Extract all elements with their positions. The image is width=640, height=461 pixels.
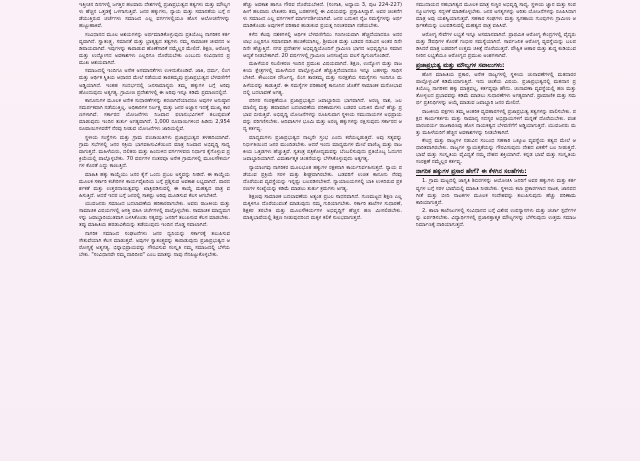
list-item: 1. ಗ್ರಾಮ ಮಟ್ಟದಲ್ಲಿ ಜಾಗೃತಿ ಶಿಬಿರಗಳನ್ನು ಆಯೋಜಿಸಿ ಜನರಿಗೆ ಅವರ ಹಕ್ಕುಗಳು ಮತ್ತು ಕರ್ತವ್ಯಗಳ ಬಗ್ಗೆ ಸರಳ ಭಾಷೆಯಲ್ಲಿ ಮಾಹಿತಿ ನೀಡಬೇಕು. ಸ್ಥಳೀಯ ಕಲಾ ಪ್ರಕಾರಗಳಾದ ನಾಟಕ, ಜಾನಪದ ಗೀತೆ ಮತ್ತು ಬೀದಿ ನಾಟಕಗಳ ಮೂಲಕ ಸಂದೇಶವನ್ನು ತಲುಪಿಸುವುದು ಹೆಚ್ಚು ಪರಿಣಾಮಕಾರಿಯಾಗುತ್ತದೆ. [416, 178, 576, 206]
paragraph: ಹೆಚ್ಚು ಅವಕಾಶ ಹಾಗೂ ಗೌರವ ದೊರೆಯಬೇಕಿದೆ. (ಸಂಗಾತಿ, ಅಧ್ಯಾಯ 3, ಪುಟ 224-227) ಹೀಗೆ ಹಲವಾರು ಲೇಖಕರು ತಮ್ಮ ಬರಹಗಳಲ್ಲಿ ಈ ವಿಷಯವನ್ನು ಪ್ರಸ್ತಾಪಿಸಿದ್ದಾರೆ. ಅವರ ಚಿಂತನೆಗಳು ಸಮಾಜದ ಎಲ್ಲ ವರ್ಗಗಳಿಗೆ ಮಾರ್ಗದರ್ಶಿಯಾಗಿವೆ. ಜನರ ಬದುಕಿನ ನೈಜ ಸಮಸ್ಯೆಗಳನ್ನು ಅರ್ಥಮಾಡಿಕೊಂಡು ಅವುಗಳಿಗೆ ಪರಿಹಾರ ಹುಡುಕುವ ಪ್ರಯತ್ನ ನಿರಂತರವಾಗಿ ನಡೆಯಬೇಕು. [243, 2, 402, 30]
paragraph: ಆರೋಗ್ಯ ಸೇವೆಗಳ ಲಭ್ಯತೆ ಇನ್ನೂ ಅಸಮಾನವಾಗಿದೆ. ಪ್ರಾಥಮಿಕ ಆರೋಗ್ಯ ಕೇಂದ್ರಗಳಲ್ಲಿ ವೈದ್ಯರು ಮತ್ತು ಔಷಧಿಗಳ ಕೊರತೆ ಗಂಭೀರ ಸಮಸ್ಯೆಯಾಗಿದೆ. ಸಾರ್ವಜನಿಕ ಆರೋಗ್ಯ ವ್ಯವಸ್ಥೆಯನ್ನು ಬಲಪಡಿಸಿದರೆ ಮಾತ್ರ ಬಡವರಿಗೆ ಉತ್ತಮ ಚಿಕಿತ್ಸೆ ದೊರೆಯುತ್ತದೆ. ಪೌಷ್ಟಿಕ ಆಹಾರ ಮತ್ತು ಶುದ್ಧ ಕುಡಿಯುವ ನೀರಿನ ಲಭ್ಯತೆಯೂ ಆರೋಗ್ಯದ ಪ್ರಮುಖ ಅಂಶಗಳಾಗಿವೆ. [416, 31, 576, 59]
section-heading [416, 62, 576, 70]
paragraph: ಮಾಹಿತಿ ಹಕ್ಕು ಕಾಯ್ದೆಯು ಜನರ ಕೈಗೆ ಒಂದು ಪ್ರಬಲ ಅಸ್ತ್ರವನ್ನು ನೀಡಿದೆ. ಈ ಕಾಯ್ದೆಯ ಮೂಲಕ ಸರ್ಕಾರಿ ಕಚೇರಿಗಳ ಕಾರ್ಯವೈಖರಿಯ ಬಗ್ಗೆ ಪ್ರಶ್ನಿಸುವ ಅವಕಾಶ ಲಭ್ಯವಾಗಿದೆ. ಪಾರದರ್ಶಕತೆ ಮತ್ತು ಉತ್ತರದಾಯಿತ್ವವನ್ನು ಖಾತ್ರಿಪಡಿಸುವಲ್ಲಿ ಈ ಕಾಯ್ದೆ ಮಹತ್ವದ ಪಾತ್ರ ವಹಿಸುತ್ತಿದೆ. ಆದರೆ ಇದರ ಬಗ್ಗೆ ಜನರಲ್ಲಿ ಸಾಕಷ್ಟು ಅರಿವು ಮೂಡಿಸುವ ಕೆಲಸ ಆಗಬೇಕಿದೆ. [79, 171, 230, 199]
section-heading-text: ಪ್ರಜಾಪ್ರಭುತ್ವ ಮತ್ತು ಮೌಲ್ಯಗಳ ಸವಾಲುಗಳು: [416, 61, 505, 69]
paragraph: ಮಹಿಳೆಯರ ಸಬಲೀಕರಣ ಇಂದಿನ ಪ್ರಮುಖ ವಿಷಯವಾಗಿದೆ. ಶಿಕ್ಷಣ, ಉದ್ಯೋಗ ಮತ್ತು ರಾಜಕೀಯ ಕ್ಷೇತ್ರಗಳಲ್ಲಿ ಮಹಿಳೆಯರ ಪಾಲ್ಗೊಳ್ಳುವಿಕೆ ಹೆಚ್ಚುತ್ತಿದೆಯಾದರೂ ಇನ್ನೂ ಬಹಳಷ್ಟು ಸಾಧಿಸಬೇಕಿದೆ. ಕೌಟುಂಬಿಕ ದೌರ್ಜನ್ಯ, ಲಿಂಗ ತಾರತಮ್ಯ ಮತ್ತು ಸುರಕ್ಷತೆಯ ಸಮಸ್ಯೆಗಳು ಇಂದಿಗೂ ಮಹಿಳೆಯರನ್ನು ಕಾಡುತ್ತಿವೆ. ಈ ಸಮಸ್ಯೆಗಳ ಪರಿಹಾರಕ್ಕೆ ಕಾನೂನಿನ ಜೊತೆಗೆ ಸಾಮಾಜಿಕ ಮನೋಭಾವದಲ್ಲಿ ಬದಲಾವಣೆ ಅಗತ್ಯ. [243, 61, 402, 96]
paragraph: ಸಮುದಾಯದ ಸಹಭಾಗಿತ್ವದ ಮೂಲಕ ಮಾತ್ರ ಸುಸ್ಥಿರ ಅಭಿವೃದ್ಧಿ ಸಾಧ್ಯ. ಸ್ಥಳೀಯ ಜ್ಞಾನ ಮತ್ತು ಸಂಪನ್ಮೂಲಗಳನ್ನು ಸದ್ಬಳಕೆ ಮಾಡಿಕೊಳ್ಳಬೇಕು. ಜನರ ಅಗತ್ಯಗಳನ್ನು ಅರಿತು ಯೋಜನೆಗಳನ್ನು ರೂಪಿಸಿದಾಗ ಮಾತ್ರ ಅವು ಯಶಸ್ವಿಯಾಗುತ್ತವೆ. ಸಹಕಾರ ಸಂಘಗಳು ಮತ್ತು ಸ್ವಸಹಾಯ ಗುಂಪುಗಳು ಗ್ರಾಮೀಣ ಆರ್ಥಿಕತೆಯನ್ನು ಬಲಪಡಿಸುವಲ್ಲಿ ಮಹತ್ವದ ಪಾತ್ರ ವಹಿಸಿವೆ. [416, 2, 576, 30]
section-heading [416, 168, 576, 176]
paragraph: ಕಾನೂನುಗಳ ಮೂಲಕ ಅನೇಕ ಸುಧಾರಣೆಗಳನ್ನು ತರಲಾಗಿದೆಯಾದರೂ ಅವುಗಳ ಅನುಷ್ಠಾನ ಸಮರ್ಪಕವಾಗಿ ನಡೆಯುತ್ತಿಲ್ಲ. ಅಧಿಕಾರಿಗಳ ನಿರ್ಲಕ್ಷ್ಯ ಮತ್ತು ಜನರ ಅಜ್ಞಾನ ಇದಕ್ಕೆ ಮುಖ್ಯ ಕಾರಣಗಳಾಗಿವೆ. ಸರ್ಕಾರದ ಯೋಜನೆಗಳು ನಿಜವಾದ ಫಲಾನುಭವಿಗಳಿಗೆ ತಲುಪುವಂತೆ ಮಾಡುವುದು ಇಂದಿನ ತುರ್ತು ಅಗತ್ಯವಾಗಿದೆ. 1,000 ರೂಪಾಯಿಗಳಿಂದ ಹಿಡಿದು 2,954 ರೂಪಾಯಿಗಳವರೆಗೆ ನೆರವು ನೀಡುವ ಯೋಜನೆಗಳು ಜಾರಿಯಲ್ಲಿವೆ. [79, 98, 230, 133]
paragraph: ರಾಜಕೀಯ ಪಕ್ಷಗಳು ತಮ್ಮ ಆಂತರಿಕ ವ್ಯವಹಾರಗಳಲ್ಲಿ ಪ್ರಜಾಪ್ರಭುತ್ವ ತತ್ವಗಳನ್ನು ಪಾಲಿಸಬೇಕು. ಪಕ್ಷದ ಕಾರ್ಯಕರ್ತರು ಮತ್ತು ಸಾಮಾನ್ಯ ಸದಸ್ಯರ ಅಭಿಪ್ರಾಯಗಳಿಗೆ ಮನ್ನಣೆ ದೊರೆಯಬೇಕು. ವಂಶಪಾರಂಪರ್ಯ ರಾಜಕಾರಣವು ಹೊಸ ನಾಯಕತ್ವದ ಬೆಳವಣಿಗೆಗೆ ಅಡ್ಡಿಯಾಗುತ್ತದೆ. ಯುವಜನರು ಮತ್ತು ಮಹಿಳೆಯರಿಗೆ ಹೆಚ್ಚಿನ ಅವಕಾಶಗಳನ್ನು ನೀಡಬೇಕಾಗಿದೆ. [416, 108, 576, 136]
section-heading-text: ನಾಗರಿಕ ಹಕ್ಕುಗಳ ಪ್ರಸಾರ ಹೇಗೆ? ಈ ಕೆಳಗಿನ ಸಲಹೆಗಳು: [416, 168, 527, 176]
text-column-1 [79, 2, 230, 458]
paragraph: ಮಾಧ್ಯಮಗಳು ಪ್ರಜಾಪ್ರಭುತ್ವದ ನಾಲ್ಕನೇ ಸ್ತಂಭ ಎಂದು ಕರೆಯಲ್ಪಡುತ್ತವೆ. ಅವು ಸತ್ಯವನ್ನು ನಿರ್ಭೀತಿಯಿಂದ ಜನರ ಮುಂದಿಡಬೇಕು. ಆದರೆ ಇಂದು ಮಾಧ್ಯಮಗಳ ಮೇಲೆ ವಾಣಿಜ್ಯ ಮತ್ತು ರಾಜಕೀಯ ಒತ್ತಡಗಳು ಹೆಚ್ಚುತ್ತಿವೆ. ಸ್ವತಂತ್ರ ಪತ್ರಿಕೋದ್ಯಮವನ್ನು ಬೆಂಬಲಿಸುವುದು ಪ್ರತಿಯೊಬ್ಬ ಓದುಗನ ಜವಾಬ್ದಾರಿಯಾಗಿದೆ. ವಿಮರ್ಶಾತ್ಮಕ ಚಿಂತನೆಯನ್ನು ಬೆಳೆಸಿಕೊಳ್ಳುವುದು ಅತ್ಯಗತ್ಯ. [243, 134, 402, 162]
text-column-2 [243, 2, 402, 458]
paragraph: ಸಮಾಜದಲ್ಲಿ ಇಂದಿಗೂ ಅನೇಕ ಅಸಮಾನತೆಗಳು ಉಳಿದುಕೊಂಡಿವೆ. ಜಾತಿ, ಧರ್ಮ, ಲಿಂಗ ಮತ್ತು ಆರ್ಥಿಕ ಸ್ಥಿತಿಯ ಆಧಾರದ ಮೇಲೆ ನಡೆಯುವ ತಾರತಮ್ಯವು ಪ್ರಜಾಪ್ರಭುತ್ವದ ಬೆಳವಣಿಗೆಗೆ ಅಡ್ಡಿಯಾಗಿದೆ. ಇಂತಹ ಸಂದರ್ಭದಲ್ಲಿ ಜನಸಾಮಾನ್ಯರು ತಮ್ಮ ಹಕ್ಕುಗಳ ಬಗ್ಗೆ ಅರಿವು ಹೊಂದುವುದು ಅತ್ಯಗತ್ಯ. ಗ್ರಾಮೀಣ ಪ್ರದೇಶಗಳಲ್ಲಿ ಈ ಅರಿವು ಇನ್ನೂ ಕಡಿಮೆ ಪ್ರಮಾಣದಲ್ಲಿದೆ. [79, 68, 230, 96]
paragraph: ಕಳೆದ ಕೆಲವು ದಶಕಗಳಲ್ಲಿ ಆರ್ಥಿಕ ಬೆಳವಣಿಗೆಯು ಗಣನೀಯವಾಗಿ ಹೆಚ್ಚಿದೆಯಾದರೂ ಅದರ ಲಾಭ ಎಲ್ಲರಿಗೂ ಸಮಾನವಾಗಿ ಹಂಚಿಕೆಯಾಗಿಲ್ಲ. ಶ್ರೀಮಂತ ಮತ್ತು ಬಡವರ ನಡುವಿನ ಅಂತರ ದಿನೇ ದಿನೇ ಹೆಚ್ಚುತ್ತಿದೆ. ನಗರ ಪ್ರದೇಶಗಳ ಅಭಿವೃದ್ಧಿಯೊಂದಿಗೆ ಗ್ರಾಮೀಣ ಭಾಗದ ಅಭಿವೃದ್ಧಿಗೂ ಸಮಾನ ಆದ್ಯತೆ ನೀಡಬೇಕಾಗಿದೆ. 20 ವರ್ಷಗಳಲ್ಲಿ ಗ್ರಾಮೀಣ ಜನಸಂಖ್ಯೆಯ ವಲಸೆ ದ್ವಿಗುಣಗೊಂಡಿದೆ. [243, 31, 402, 59]
list-item: 2. ಶಾಲಾ ಕಾಲೇಜುಗಳಲ್ಲಿ ಸಂವಿಧಾನದ ಬಗ್ಗೆ ವಿಶೇಷ ಉಪನ್ಯಾಸಗಳು ಮತ್ತು ಚರ್ಚಾ ಸ್ಪರ್ಧೆಗಳನ್ನು ಏರ್ಪಡಿಸಬೇಕು. ವಿದ್ಯಾರ್ಥಿಗಳಲ್ಲಿ ಪ್ರಜಾಸತ್ತಾತ್ಮಕ ಮೌಲ್ಯಗಳನ್ನು ಬೆಳೆಸುವುದು ಉತ್ತಮ ಸಮಾಜ ನಿರ್ಮಾಣಕ್ಕೆ ದಾರಿಯಾಗುತ್ತದೆ. [416, 208, 576, 229]
text-column-3 [416, 2, 576, 458]
paragraph: ಶಿಕ್ಷಣವು ಸಾಮಾಜಿಕ ಬದಲಾವಣೆಯ ಅತ್ಯಂತ ಪ್ರಬಲ ಸಾಧನವಾಗಿದೆ. ಗುಣಮಟ್ಟದ ಶಿಕ್ಷಣ ಎಲ್ಲ ಮಕ್ಕಳಿಗೂ ದೊರೆಯುವಂತೆ ಮಾಡುವುದು ನಮ್ಮ ಗುರಿಯಾಗಬೇಕು. ಸರ್ಕಾರಿ ಶಾಲೆಗಳ ಸುಧಾರಣೆ, ಶಿಕ್ಷಕರ ತರಬೇತಿ ಮತ್ತು ಮೂಲಸೌಕರ್ಯಗಳ ಅಭಿವೃದ್ಧಿಗೆ ಹೆಚ್ಚಿನ ಹಣ ಮೀಸಲಿಡಬೇಕು. ಮಾತೃಭಾಷೆಯಲ್ಲಿ ಶಿಕ್ಷಣ ನೀಡುವುದರಿಂದ ಮಕ್ಕಳ ಕಲಿಕೆ ಸುಲಭವಾಗುತ್ತದೆ. [243, 194, 402, 222]
paragraph: ಯುವಜನರು ಸಮಾಜದ ಬದಲಾವಣೆಯ ಹರಿಕಾರರಾಗಬೇಕು. ಅವರು ರಾಜಕೀಯ ಮತ್ತು ಸಾಮಾಜಿಕ ವಿಷಯಗಳಲ್ಲಿ ಆಸಕ್ತಿ ವಹಿಸಿ ಚರ್ಚೆಗಳಲ್ಲಿ ಪಾಲ್ಗೊಳ್ಳಬೇಕು. ಸಾಮಾಜಿಕ ಮಾಧ್ಯಮಗಳನ್ನು ಜವಾಬ್ದಾರಿಯುತವಾಗಿ ಬಳಸಿಕೊಂಡು ಸತ್ಯವನ್ನು ಜನರಿಗೆ ತಲುಪಿಸುವ ಕೆಲಸ ಮಾಡಬೇಕು. ತಪ್ಪು ಮಾಹಿತಿಯ ಹರಡುವಿಕೆಯನ್ನು ತಡೆಯುವುದು ಇಂದಿನ ದೊಡ್ಡ ಸವಾಲಾಗಿದೆ. [79, 201, 230, 229]
paragraph: ನ್ಯಾಯಾಂಗವು ನಾಗರಿಕರ ಮೂಲಭೂತ ಹಕ್ಕುಗಳ ರಕ್ಷಕನಾಗಿ ಕಾರ್ಯನಿರ್ವಹಿಸುತ್ತದೆ. ನ್ಯಾಯ ಪಡೆಯುವ ಪ್ರಕ್ರಿಯೆ ಸರಳ ಮತ್ತು ಶೀಘ್ರವಾಗಿರಬೇಕು. ಬಡವರಿಗೆ ಉಚಿತ ಕಾನೂನು ನೆರವು ದೊರೆಯುವ ವ್ಯವಸ್ಥೆಯನ್ನು ಇನ್ನಷ್ಟು ಬಲಪಡಿಸಬೇಕಿದೆ. ನ್ಯಾಯಾಲಯಗಳಲ್ಲಿ ಬಾಕಿ ಉಳಿದಿರುವ ಪ್ರಕರಣಗಳ ಸಂಖ್ಯೆಯನ್ನು ಕಡಿಮೆ ಮಾಡಲು ತುರ್ತು ಕ್ರಮಗಳು ಅಗತ್ಯ. [243, 164, 402, 192]
paragraph: ಇತ್ತೀಚಿನ ದಿನಗಳಲ್ಲಿ ಜಗತ್ತಿನ ಹಲವಾರು ದೇಶಗಳಲ್ಲಿ ಪ್ರಜಾಪ್ರಭುತ್ವದ ತತ್ವಗಳು ಮತ್ತು ಮೌಲ್ಯಗಳು ಹೆಚ್ಚಿನ ಒತ್ತಡಕ್ಕೆ ಒಳಗಾಗುತ್ತಿವೆ. ಜನರ ಹಕ್ಕುಗಳು, ನ್ಯಾಯ ಮತ್ತು ಸಮಾನತೆಯ ಬಗ್ಗೆ ನಡೆಯುತ್ತಿರುವ ಚರ್ಚೆಗಳು ಸಮಾಜದ ಎಲ್ಲ ವರ್ಗಗಳಲ್ಲಿಯೂ ಹೊಸ ಆಲೋಚನೆಗಳನ್ನು ಹುಟ್ಟುಹಾಕಿವೆ. [79, 2, 230, 30]
paragraph: ಕೇಂದ್ರ ಮತ್ತು ರಾಜ್ಯಗಳ ನಡುವಿನ ಸಂಬಂಧ ಸಹಕಾರಿ ಒಕ್ಕೂಟ ವ್ಯವಸ್ಥೆಯ ತತ್ವದ ಮೇಲೆ ಆಧಾರಿತವಾಗಿರಬೇಕು. ರಾಜ್ಯಗಳ ಸ್ವಾಯತ್ತತೆಯನ್ನು ಗೌರವಿಸುವುದು ದೇಶದ ಏಕತೆಗೆ ಬಲ ನೀಡುತ್ತದೆ. ಭಾಷೆ ಮತ್ತು ಸಂಸ್ಕೃತಿಯ ವೈವಿಧ್ಯತೆ ನಮ್ಮ ದೇಶದ ಶಕ್ತಿಯಾಗಿದೆ. ಕನ್ನಡ ಭಾಷೆ ಮತ್ತು ಸಂಸ್ಕೃತಿಯ ಸಂರಕ್ಷಣೆ ನಮ್ಮೆಲ್ಲರ ಕರ್ತವ್ಯ. [416, 138, 576, 166]
paragraph: ನಾಗರಿಕ ಸಮಾಜದ ಸಂಘಟನೆಗಳು ಜನರ ಧ್ವನಿಯನ್ನು ಸರ್ಕಾರಕ್ಕೆ ತಲುಪಿಸುವ ಸೇತುವೆಯಾಗಿ ಕೆಲಸ ಮಾಡುತ್ತವೆ. ಅವುಗಳ ಸ್ವಾತಂತ್ರ್ಯವನ್ನು ಕಾಪಾಡುವುದು ಪ್ರಜಾಪ್ರಭುತ್ವದ ಆರೋಗ್ಯಕ್ಕೆ ಅತ್ಯಗತ್ಯ. ಭಿನ್ನಾಭಿಪ್ರಾಯವನ್ನು ಗೌರವಿಸುವ ಸಂಸ್ಕೃತಿ ನಮ್ಮ ಸಮಾಜದಲ್ಲಿ ಬೆಳೆಯಬೇಕು. "ಸಂವಿಧಾನವೇ ನಮ್ಮ ದಾರಿದೀಪ" ಎಂಬ ಮಾತನ್ನು ನಾವು ನೆನಪಿಟ್ಟುಕೊಳ್ಳಬೇಕು. [79, 230, 230, 259]
paragraph: ಸ್ಥಳೀಯ ಸಂಸ್ಥೆಗಳು ಮತ್ತು ಗ್ರಾಮ ಪಂಚಾಯಿತಿಗಳು ಪ್ರಜಾಪ್ರಭುತ್ವದ ತಳಹದಿಯಾಗಿವೆ. ಗ್ರಾಮ ಸಭೆಗಳಲ್ಲಿ ಜನರ ಸಕ್ರಿಯ ಭಾಗವಹಿಸುವಿಕೆಯಿಂದ ಮಾತ್ರ ನಿಜವಾದ ಅಭಿವೃದ್ಧಿ ಸಾಧ್ಯವಾಗುತ್ತದೆ. ಮಹಿಳೆಯರು, ದಲಿತರು ಮತ್ತು ಹಿಂದುಳಿದ ವರ್ಗಗಳವರು ನಿರ್ಧಾರ ಕೈಗೊಳ್ಳುವ ಪ್ರಕ್ರಿಯೆಯಲ್ಲಿ ಪಾಲ್ಗೊಳ್ಳಬೇಕು. 70 ವರ್ಷಗಳ ನಂತರವೂ ಅನೇಕ ಗ್ರಾಮಗಳಲ್ಲಿ ಮೂಲಸೌಕರ್ಯಗಳ ಕೊರತೆ ಎದ್ದು ಕಾಣುತ್ತಿದೆ. [79, 134, 230, 170]
paragraph: ಹೊಸ ಮಾಹಿತಿಯ ಪ್ರಕಾರ, ಅನೇಕ ರಾಜ್ಯಗಳಲ್ಲಿ ಸ್ಥಳೀಯ ಚುನಾವಣೆಗಳಲ್ಲಿ ಮತದಾರರ ಪಾಲ್ಗೊಳ್ಳುವಿಕೆ ಕಡಿಮೆಯಾಗುತ್ತಿದೆ. ಇದು ಚಿಂತೆಯ ವಿಷಯ. ಪ್ರಜಾಪ್ರಭುತ್ವದಲ್ಲಿ ಮತದಾನ ಪ್ರತಿಯೊಬ್ಬ ನಾಗರಿಕನ ಹಕ್ಕು ಮಾತ್ರವಲ್ಲ, ಕರ್ತವ್ಯವೂ ಹೌದು. ಚುನಾವಣಾ ವ್ಯವಸ್ಥೆಯಲ್ಲಿ ಹಣ ಮತ್ತು ತೋಳ್ಬಲದ ಪ್ರಭಾವವನ್ನು ಕಡಿಮೆ ಮಾಡಲು ಸುಧಾರಣೆಗಳು ಅಗತ್ಯವಾಗಿವೆ. ಪ್ರಾಮಾಣಿಕ ಮತ್ತು ಸಮರ್ಥ ಪ್ರತಿನಿಧಿಗಳನ್ನು ಆಯ್ಕೆ ಮಾಡುವ ಜವಾಬ್ದಾರಿ ಜನರ ಮೇಲಿದೆ. [416, 71, 576, 107]
paragraph: ಸಂವಿಧಾನದ ಮೂಲ ಆಶಯಗಳನ್ನು ಅರ್ಥಮಾಡಿಕೊಳ್ಳುವುದು ಪ್ರತಿಯೊಬ್ಬ ನಾಗರಿಕನ ಕರ್ತವ್ಯವಾಗಿದೆ. ಸ್ವಾತಂತ್ರ್ಯ, ಸಮಾನತೆ ಮತ್ತು ಭ್ರಾತೃತ್ವದ ತತ್ವಗಳು ನಮ್ಮ ಸಾಮಾಜಿಕ ಜೀವನದ ಅಡಿಪಾಯವಾಗಿವೆ. ಇವುಗಳನ್ನು ಕಾಪಾಡುವ ಹೊಣೆಗಾರಿಕೆ ನಮ್ಮೆಲ್ಲರ ಮೇಲಿದೆ. ಶಿಕ್ಷಣ, ಆರೋಗ್ಯ ಮತ್ತು ಉದ್ಯೋಗದ ಅವಕಾಶಗಳು ಎಲ್ಲರಿಗೂ ದೊರೆಯಬೇಕು ಎಂಬುದು ಸಂವಿಧಾನದ ಪ್ರಮುಖ ಆಶಯವಾಗಿದೆ. [79, 31, 230, 66]
paragraph: ಪರಿಸರ ಸಂರಕ್ಷಣೆಯೂ ಪ್ರಜಾಪ್ರಭುತ್ವದ ಜವಾಬ್ದಾರಿಯ ಭಾಗವಾಗಿದೆ. ಅರಣ್ಯ ನಾಶ, ಜಲ ಮಾಲಿನ್ಯ ಮತ್ತು ಹವಾಮಾನ ಬದಲಾವಣೆಯ ಪರಿಣಾಮಗಳು ಬಡವರ ಬದುಕಿನ ಮೇಲೆ ಹೆಚ್ಚು ಪ್ರಭಾವ ಬೀರುತ್ತಿವೆ. ಅಭಿವೃದ್ಧಿ ಯೋಜನೆಗಳನ್ನು ರೂಪಿಸುವಾಗ ಸ್ಥಳೀಯ ಸಮುದಾಯಗಳ ಅಭಿಪ್ರಾಯವನ್ನು ಪರಿಗಣಿಸಬೇಕು. ಆದಿವಾಸಿಗಳ ಭೂಮಿ ಮತ್ತು ಅರಣ್ಯ ಹಕ್ಕುಗಳನ್ನು ರಕ್ಷಿಸುವುದು ಸರ್ಕಾರದ ಆದ್ಯ ಕರ್ತವ್ಯ. [243, 98, 402, 133]
